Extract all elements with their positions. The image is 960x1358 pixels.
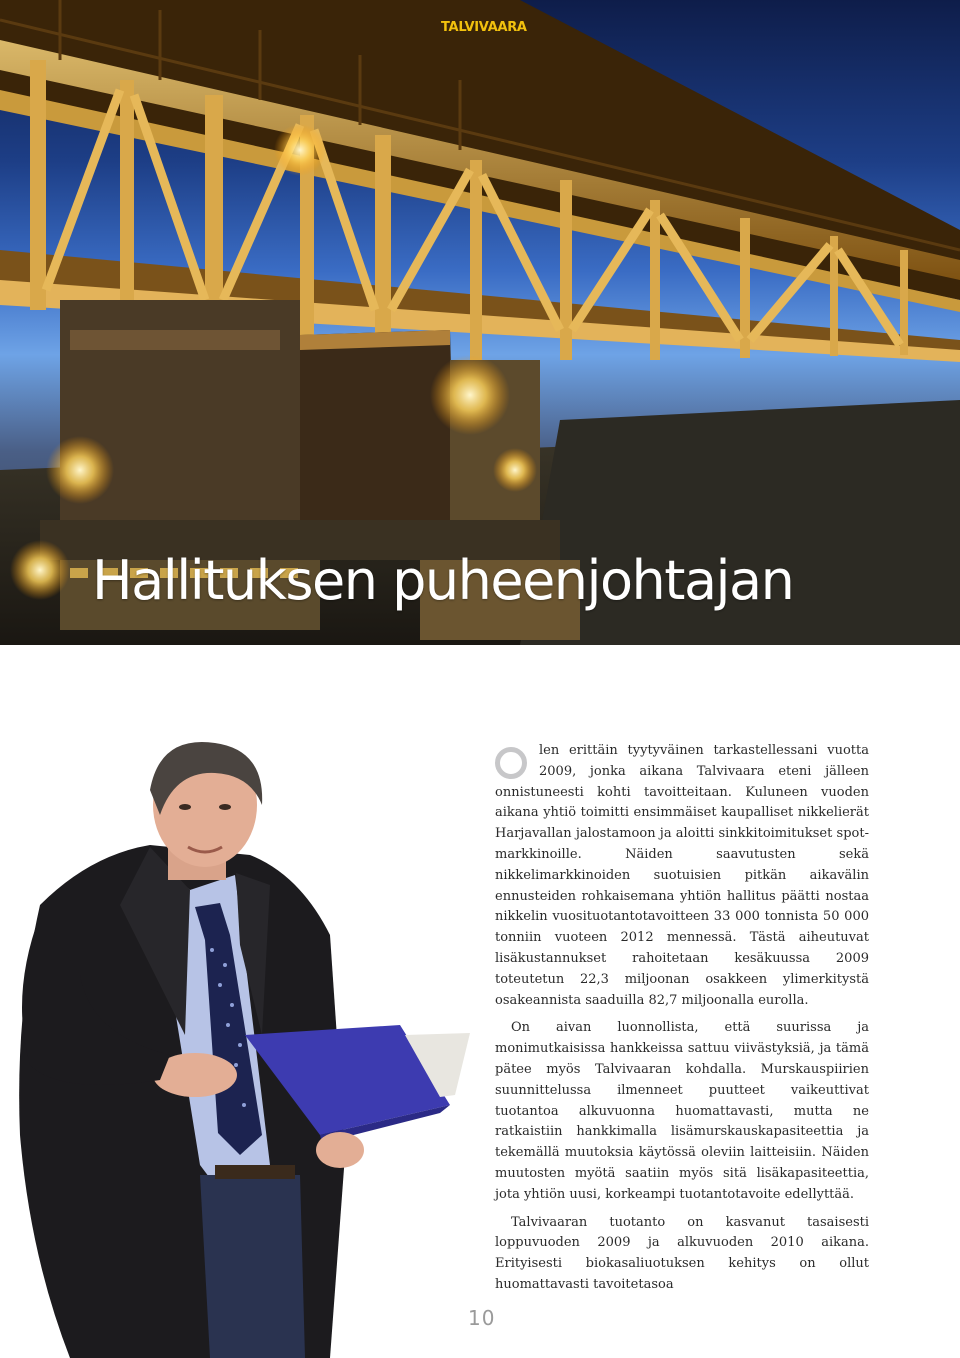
article-paragraph-2: On aivan luonnollista, että suurissa ja monimutkaisissa hankkeissa sattuu viivästyksiä, ja tämä pätee myös Talvivaaran kohdalla. Murskauspiirien suunnittelussa ilmenneet puutteet vaikeuttivat tuotantoa alkuvuonna huomattavasti, mutta ne ratkaistiin hankkimalla lisämurskauskapasiteettia ja tekemällä muutoksia käytössä oleviin laitteisiin. Näiden muutosten myötä saatiin myös sitä lisäkapasiteettia, jota yhtiön uusi, korkeampi tuotantotavoite edellyttää. xyxy=(495,1020,869,1202)
paragraph-text: len erittäin tyytyväinen tarkastellessani vuotta 2009, jonka aikana Talvivaara eteni jälleen onnistuneesti kohti tavoitteitaan. Kuluneen vuoden aikana yhtiö toimitti ensimmäiset kaupalliset nikkelierät Harjavallan jalostamoon ja aloitti sinkkitoimitukset spot-markkinoille. Näiden saavutusten sekä nikkelimarkkinoiden suotuisien pitkän aikavälin ennusteiden rohkaisemana yhtiön hallitus päätti nostaa nikkelin vuosituotantotavoitteen 33 000 tonnista 50 000 tonniin vuoteen 2012 mennessä. Tästä aiheutuvat lisäkustannukset rahoitetaan kesäkuussa 2009 toteutetun 22,3 miljoonan osakkeen ylimerkitystä osakeannista saaduilla 82,7 miljoonalla eurolla. xyxy=(495,743,869,1008)
page-headline: Hallituksen puheenjohtajan xyxy=(92,549,794,612)
page-number: 10 xyxy=(468,1306,496,1330)
chairman-portrait xyxy=(0,735,480,1358)
article-body xyxy=(495,741,869,1303)
hero-photo xyxy=(0,0,960,645)
article-paragraph-1 xyxy=(495,741,869,1011)
article-paragraph-3: Talvivaaran tuotanto on kasvanut tasaisesti loppuvuoden 2009 ja alkuvuoden 2010 aikana. Erityisesti biokasaliuotuksen kehitys on ollut huomattavasti tavoitetasoa xyxy=(495,1214,869,1292)
dropcap-o xyxy=(495,747,527,779)
brand-logo-text: TALVIVAARA xyxy=(441,20,527,35)
portrait-illustration xyxy=(0,735,480,1358)
